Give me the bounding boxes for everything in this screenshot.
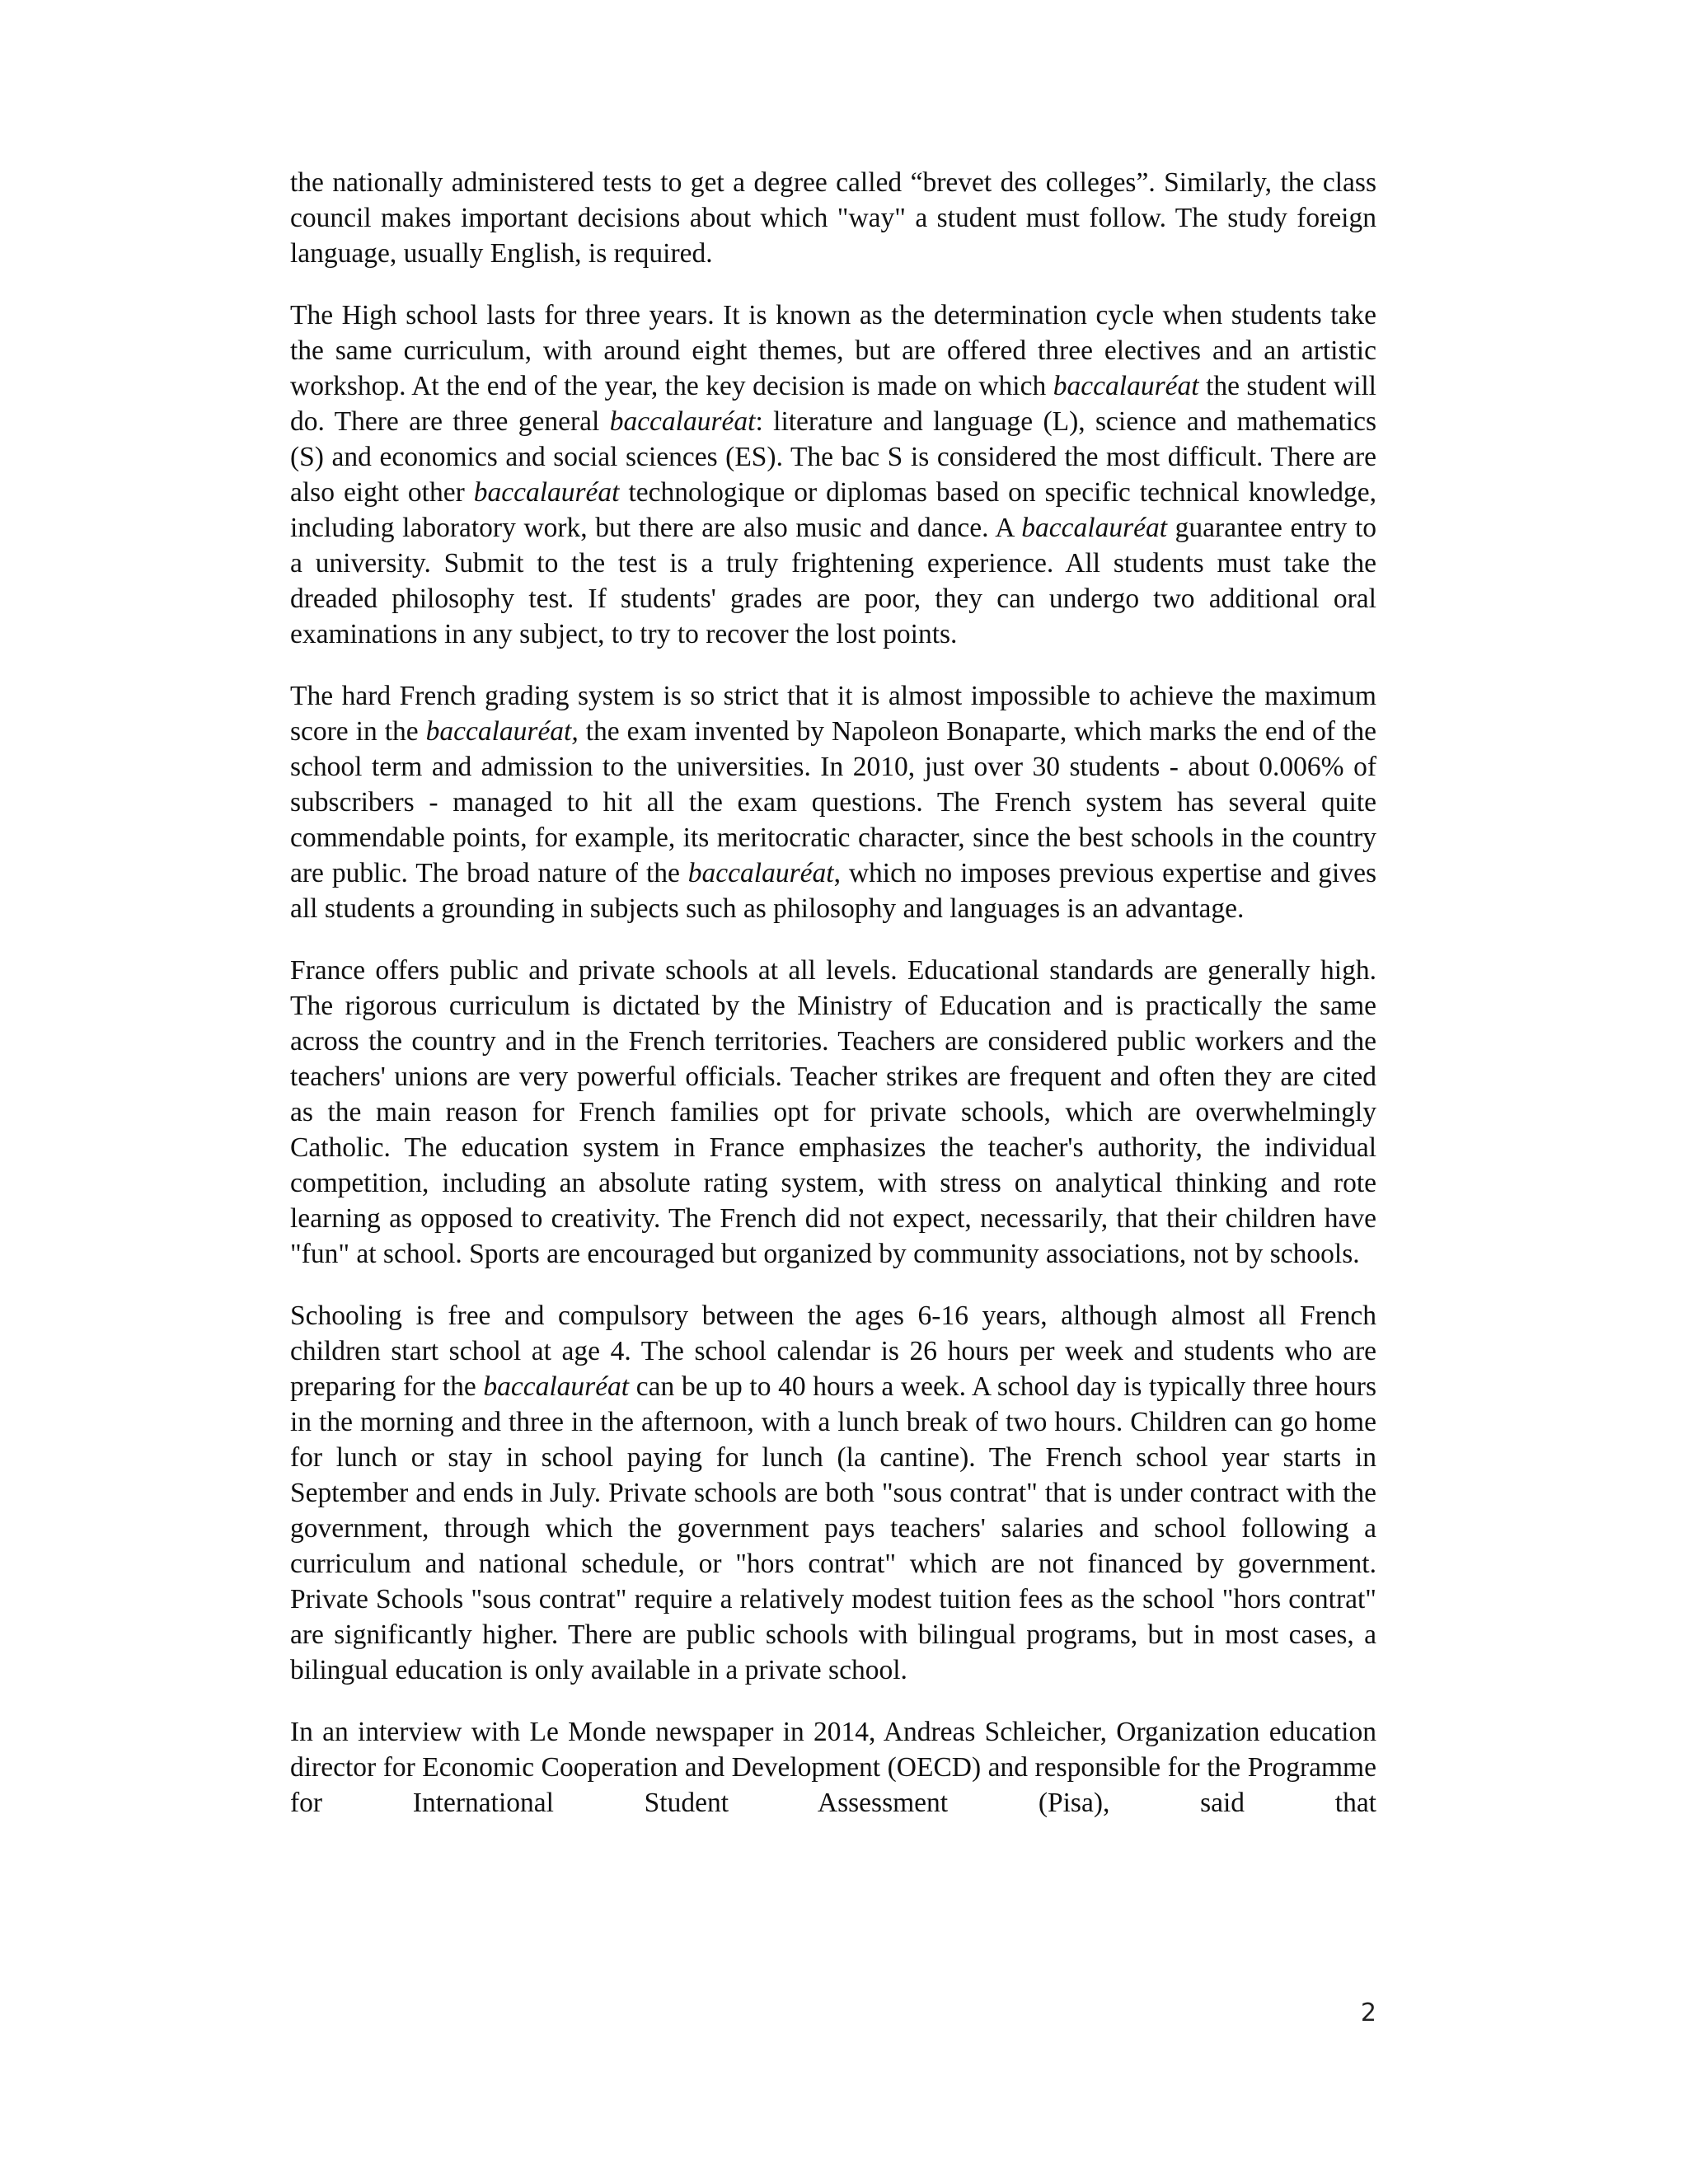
italic-term: baccalauréat, [425,716,579,747]
italic-term: baccalauréat [483,1371,630,1402]
paragraph [290,953,1376,1272]
italic-term: baccalauréat [1021,513,1168,543]
page-number: 2 [1360,1999,1376,2027]
text-run: France offers public and private schools at all levels. Educational standards are generally high. The rigorous curriculum is dictated by the Ministry of Education and is practically the same across the country and in the French territories. Teachers are considered public workers and the teachers' unions are very powerful officials. Teacher strikes are frequent and often they are cited as the main reason for French families opt for private schools, which are overwhelmingly Catholic. The education system in France emphasizes the teacher's authority, the individual competition, including an absolute rating system, with stress on analytical thinking and rote learning as opposed to creativity. The French did not expect, necessarily, that their children have "fun" at school. Sports are encouraged but organized by community associations, not by schools. [290,955,1376,1269]
text-run: , which no imposes previous expertise and gives all students a grounding in subjects such as philosophy and languages is an advantage. [290,858,1376,924]
text-run: In an interview with Le Monde newspaper in 2014, Andreas Schleicher, Organization education director for Economic Cooperation and Development (OECD) and responsible for the Programme for International Student Assessment (Pisa), said that [290,1717,1376,1818]
text-run: Schooling is free and compulsory between the ages 6-16 years, although almost all French children start school at age 4. The school calendar is 26 hours per week and students who are preparing for the [290,1301,1376,1402]
italic-term: baccalauréat [609,406,756,437]
text-run: the exam invented by Napoleon Bonaparte, which marks the end of the school term and admission to the universities. In 2010, just over 30 students - about 0.006% of subscribers - managed to hit all the exam questions. The French system has several quite commendable points, for example, its meritocratic character, since the best schools in the country are public. The broad nature of the [290,716,1376,888]
italic-term: baccalauréat [1053,371,1199,401]
italic-term: baccalauréat [473,477,620,508]
italic-term: baccalauréat [687,858,834,888]
text-run: The High school lasts for three years. It is known as the determination cycle when students take the same curriculum, with around eight themes, but are offered three electives and an artistic workshop. At the end of the year, the key decision is made on which [290,300,1376,401]
text-run: technologique or diplomas based on specific technical knowledge, including laboratory work, but there are also music and dance. A [290,477,1377,543]
text-run: The hard French grading system is so strict that it is almost impossible to achieve the maximum score in the [290,681,1376,747]
paragraph [290,678,1376,926]
text-run: the student will do. There are three general [290,371,1376,437]
paragraph [290,1298,1376,1688]
text-run: the nationally administered tests to get a degree called “brevet des colleges”. Similarly, the class council makes important decisions about which "way" a student must follow. The study foreign language, usually English, is required. [290,167,1376,269]
text-run: guarantee entry to a university. Submit to the test is a truly frightening experience. All students must take the dreaded philosophy test. If students' grades are poor, they can undergo two additional oral examinations in any subject, to try to recover the lost points. [290,513,1376,649]
text-run: can be up to 40 hours a week. A school day is typically three hours in the morning and three in the afternoon, with a lunch break of two hours. Children can go home for lunch or stay in school paying for lunch (la cantine). The French school year starts in September and ends in July. Private schools are both "sous contrat" that is under contract with the government, through which the government pays teachers' salaries and school following a curriculum and national schedule, or "hors contrat" which are not financed by government. Private Schools "sous contrat" require a relatively modest tuition fees as the school "hors contrat" are significantly higher. There are public schools with bilingual programs, but in most cases, a bilingual education is only available in a private school. [290,1371,1376,1685]
document-page [290,165,1376,1847]
paragraph [290,298,1376,652]
paragraph [290,165,1376,271]
text-run: : literature and language (L), science and mathematics (S) and economics and social sciences (ES). The bac S is considered the most difficult. There are also eight other [290,406,1376,508]
paragraph [290,1714,1376,1821]
